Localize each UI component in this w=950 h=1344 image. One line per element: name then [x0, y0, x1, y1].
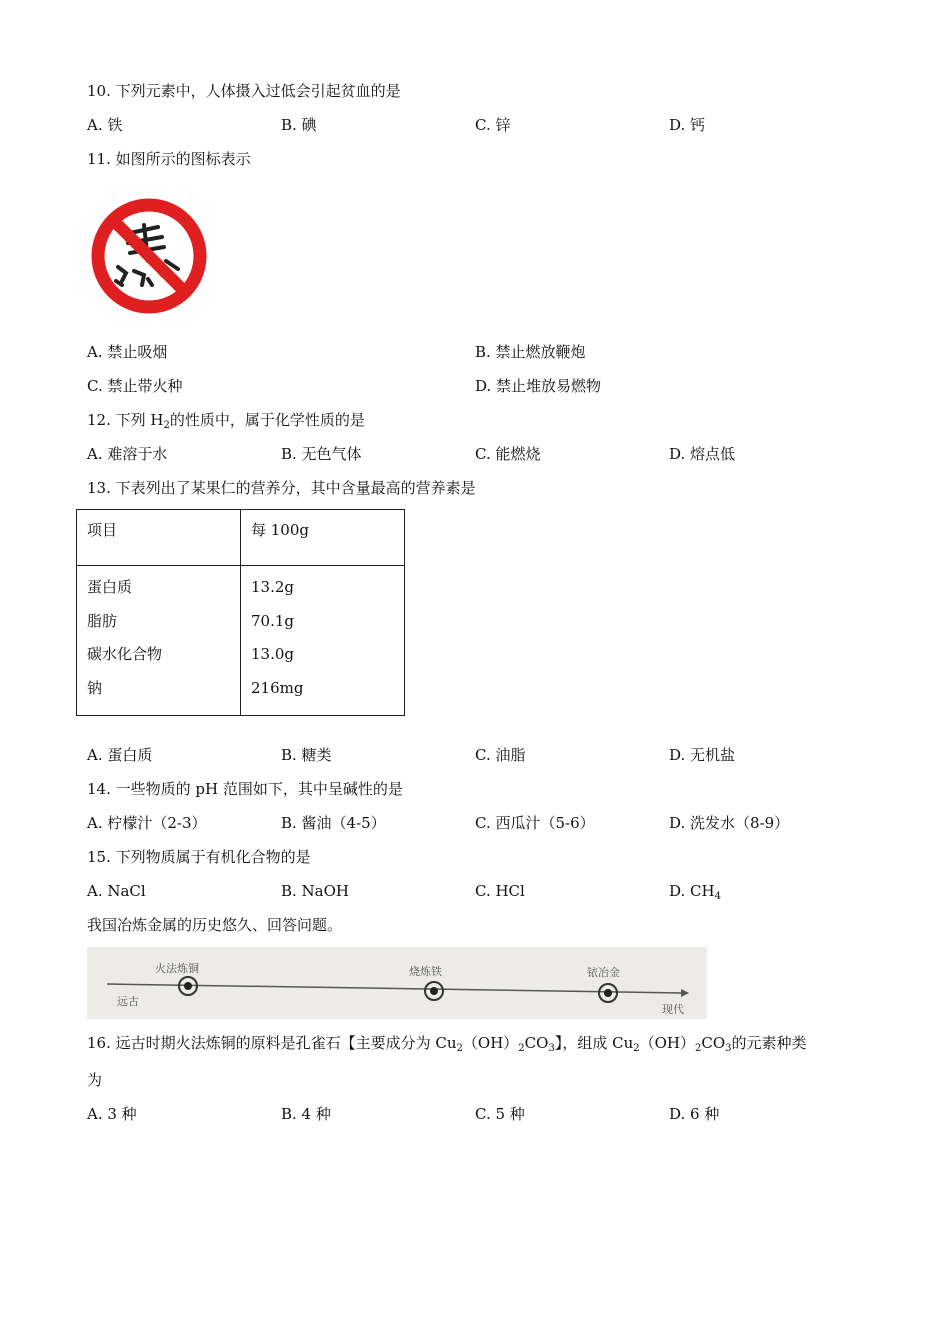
q14-option-d: D. 洗发水（8-9）: [669, 814, 790, 832]
q16-stem-continued: 为: [87, 1071, 103, 1089]
q13-option-c: C. 油脂: [475, 746, 526, 764]
q10-option-a: A. 铁: [87, 116, 123, 134]
table-value: 70.1g: [251, 611, 295, 630]
table-item: 钠: [87, 678, 103, 697]
timeline-end-label: 现代: [662, 1003, 684, 1016]
q14-option-c: C. 西瓜汁（5-6）: [475, 814, 595, 832]
table-value: 13.2g: [251, 578, 295, 596]
q12-option-c: C. 能燃烧: [475, 445, 541, 463]
q12-stem: 12. 下列 $H_2$的性质中，属于化学性质的是: [87, 411, 365, 431]
q15-option-c: C. HCl: [475, 882, 525, 900]
q15-option-b: B. NaOH: [281, 882, 350, 900]
q11-option-b: B. 禁止燃放鞭炮: [475, 343, 586, 361]
q10-option-d: D. 钙: [669, 116, 706, 134]
timeline-event-label: 烧炼铁: [409, 965, 442, 978]
q12-option-b: B. 无色气体: [281, 445, 362, 463]
table-header-item: 项目: [77, 510, 241, 566]
table-item-column: [77, 566, 241, 716]
q13-option-d: D. 无机盐: [669, 746, 736, 764]
no-fireworks-sign-icon: [88, 195, 210, 317]
timeline-event-label: 铱冶金: [587, 966, 620, 979]
q14-option-a: A. 柠檬汁（2-3）: [87, 814, 207, 832]
q12-option-a: A. 难溶于水: [87, 445, 168, 463]
table-value: 216mg: [251, 678, 304, 697]
q12-option-d: D. 熔点低: [669, 445, 736, 463]
q11-option-d: D. 禁止堆放易燃物: [475, 377, 602, 395]
q15-option-a: A. NaCl: [87, 882, 146, 900]
timeline-event-label: 火法炼铜: [155, 962, 199, 975]
q11-option-c: C. 禁止带火种: [87, 377, 183, 395]
timeline-arrow: [87, 947, 707, 1019]
q14-stem: 14. 一些物质的 pH 范围如下，其中呈碱性的是: [87, 780, 403, 798]
q11-option-a: A. 禁止吸烟: [87, 343, 168, 361]
q14-option-b: B. 酱油（4-5）: [281, 814, 386, 832]
q13-option-b: B. 糖类: [281, 746, 332, 764]
table-item: 碳水化合物: [87, 645, 163, 663]
table-value-column: [241, 566, 405, 716]
q16-stem: 16. 远古时期火法炼铜的原料是孔雀石【主要成分为 $Cu_2(OH)_2CO_3$】，组成 $Cu_2(OH)_2CO_3$的元素种类: [87, 1034, 807, 1054]
q13-stem: 13. 下表列出了某果仁的营养分，其中含量最高的营养素是: [87, 479, 476, 497]
q16-option-b: B. 4 种: [281, 1105, 331, 1123]
table-value: 13.0g: [251, 645, 295, 663]
q16-option-a: A. 3 种: [87, 1105, 137, 1123]
table-item: 蛋白质: [87, 578, 133, 596]
q16-option-d: D. 6 种: [669, 1105, 720, 1123]
q15-stem: 15. 下列物质属于有机化合物的是: [87, 848, 311, 866]
section-intro: 我国冶炼金属的历史悠久、回答问题。: [87, 916, 343, 934]
table-header-value: 每 100g: [241, 510, 405, 566]
metallurgy-timeline: [87, 947, 707, 1019]
timeline-start-label: 远古: [117, 995, 139, 1008]
q10-option-b: B. 碘: [281, 116, 317, 134]
q10-stem: 10. 下列元素中，人体摄入过低会引起贫血的是: [87, 82, 401, 100]
table-item: 脂肪: [87, 611, 118, 630]
q10-option-c: C. 锌: [475, 116, 511, 134]
q11-stem: 11. 如图所示的图标表示: [87, 150, 251, 168]
q16-option-c: C. 5 种: [475, 1105, 525, 1123]
q13-option-a: A. 蛋白质: [87, 746, 153, 764]
q15-option-d: D. $CH_4$: [669, 882, 721, 902]
nutrition-table: [76, 509, 405, 716]
